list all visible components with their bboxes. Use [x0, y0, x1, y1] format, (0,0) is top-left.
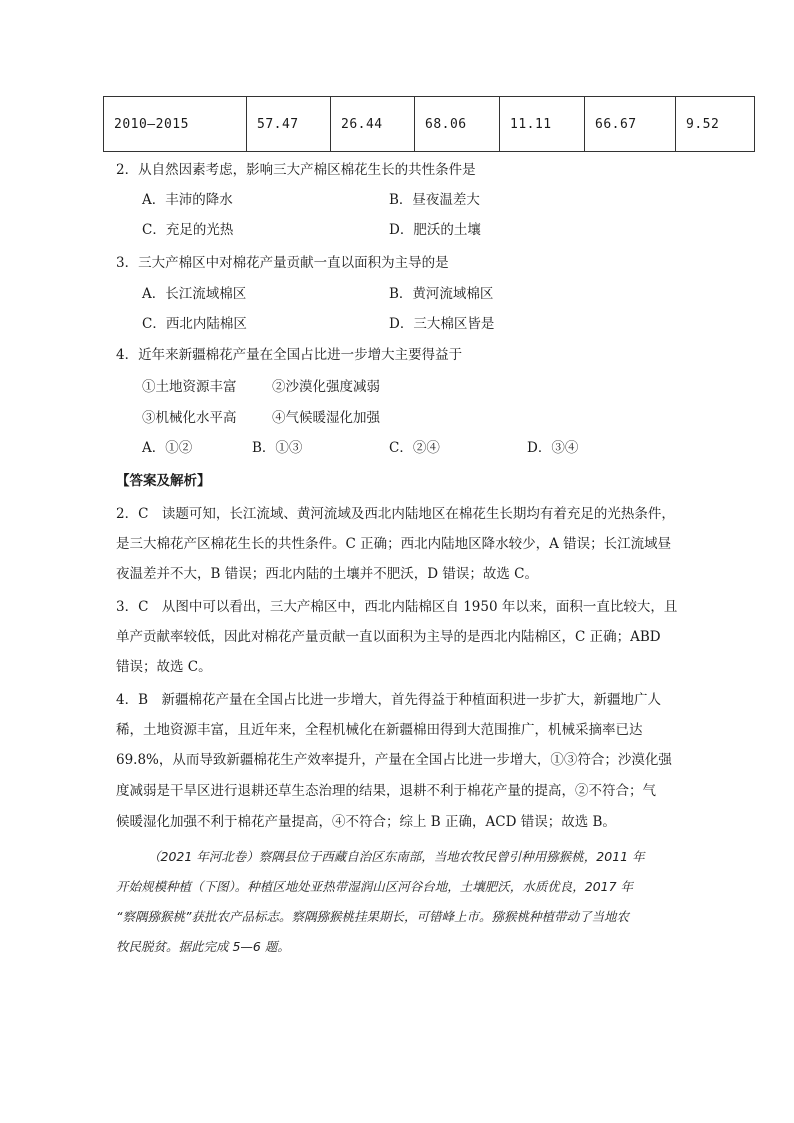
- answer-2-line-1: 2．C 读题可知，长江流域、黄河流域及西北内陆地区在棉花生长期均有着充足的光热条件，: [116, 506, 675, 522]
- table-cell: 68.06: [415, 97, 500, 152]
- passage-line-1: （2021 年河北卷）察隅县位于西藏自治区东南部，当地农牧民曾引种用猕猴桃，2011 年: [148, 849, 645, 864]
- data-table: [103, 96, 755, 152]
- answer-4-line-3: 69.8%，从而导致新疆棉花生产效率提升，产量在全国占比进一步增大，①③符合；沙漠化强: [116, 752, 672, 768]
- question-4-item-4: ④气候暖湿化加强: [272, 410, 380, 426]
- question-2-option-c: C．充足的光热: [142, 222, 234, 238]
- table-cell: 57.47: [247, 97, 331, 152]
- answer-3-line-2: 单产贡献率较低，因此对棉花产量贡献一直以面积为主导的是西北内陆棉区，C 正确；ABD: [116, 629, 661, 645]
- question-3-option-b: B．黄河流域棉区: [389, 286, 494, 302]
- table-cell: 9.52: [676, 97, 755, 152]
- question-2-option-d: D．肥沃的土壤: [389, 222, 481, 238]
- question-4-stem: 4．近年来新疆棉花产量在全国占比进一步增大主要得益于: [116, 347, 463, 363]
- question-4-option-d: D．③④: [527, 440, 579, 456]
- question-4-option-c: C．②④: [389, 440, 440, 456]
- question-4-item-3: ③机械化水平高: [142, 410, 237, 426]
- answer-2-line-3: 夜温差并不大，B 错误；西北内陆的土壤并不肥沃，D 错误；故选 C。: [116, 566, 538, 582]
- table-cell: 11.11: [500, 97, 585, 152]
- question-3-option-d: D．三大棉区皆是: [389, 316, 495, 332]
- answer-heading: 【答案及解析】: [116, 473, 211, 489]
- passage-line-4: 牧民脱贫。据此完成 5—6 题。: [116, 939, 290, 954]
- question-4-option-b: B．①③: [252, 440, 303, 456]
- answer-3-line-1: 3．C 从图中可以看出，三大产棉区中，西北内陆棉区自 1950 年以来，面积一直比较大，且: [116, 599, 678, 615]
- answer-4-line-4: 度减弱是干旱区进行退耕还草生态治理的结果，退耕不利于棉花产量的提高，②不符合；气: [116, 783, 656, 799]
- table-cell: 66.67: [585, 97, 676, 152]
- table-cell-period: 2010—2015: [104, 97, 247, 152]
- answer-4-line-2: 稀，土地资源丰富，且近年来，全程机械化在新疆棉田得到大范围推广，机械采摘率已达: [116, 722, 643, 738]
- question-3-option-c: C．西北内陆棉区: [142, 316, 247, 332]
- table-row: [104, 97, 755, 152]
- answer-4-line-5: 候暖湿化加强不利于棉花产量提高，④不符合；综上 B 正确，ACD 错误；故选 B。: [116, 814, 616, 830]
- passage-line-2: 开始规模种植（下图）。种植区地处亚热带湿润山区河谷台地，土壤肥沃，水质优良，2017 年: [116, 879, 634, 894]
- answer-2-line-2: 是三大棉花产区棉花生长的共性条件。C 正确；西北内陆地区降水较少，A 错误；长江流域昼: [116, 536, 672, 552]
- answer-4-line-1: 4．B 新疆棉花产量在全国占比进一步增大，首先得益于种植面积进一步扩大，新疆地广人: [116, 692, 662, 708]
- question-2-option-b: B．昼夜温差大: [389, 192, 480, 208]
- question-2-stem: 2．从自然因素考虑，影响三大产棉区棉花生长的共性条件是: [116, 162, 476, 178]
- question-3-stem: 3．三大产棉区中对棉花产量贡献一直以面积为主导的是: [116, 255, 449, 271]
- table-cell: 26.44: [331, 97, 415, 152]
- question-4-item-1: ①土地资源丰富: [142, 379, 237, 395]
- question-2-option-a: A．丰沛的降水: [142, 192, 233, 208]
- question-4-option-a: A．①②: [142, 440, 193, 456]
- answer-3-line-3: 错误；故选 C。: [116, 659, 212, 675]
- passage-line-3: “察隅猕猴桃”获批农产品标志。察隅猕猴桃挂果期长，可错峰上市。猕猴桃种植带动了当地农: [116, 909, 629, 924]
- question-4-item-2: ②沙漠化强度减弱: [272, 379, 380, 395]
- question-3-option-a: A．长江流域棉区: [142, 286, 247, 302]
